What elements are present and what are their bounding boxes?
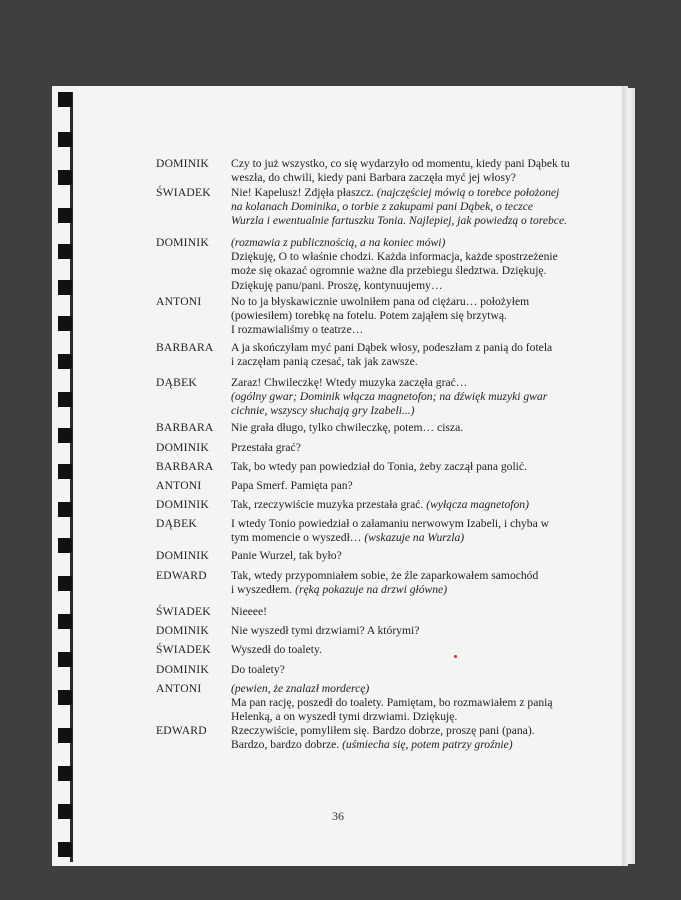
- spoken-text: Przestała grać?: [231, 441, 301, 454]
- binding-hole: [58, 92, 72, 107]
- dialogue-lines: [231, 479, 571, 493]
- spoken-text: Czy to już wszystko, co się wydarzyło od momentu, kiedy pani Dąbek tu: [231, 157, 570, 170]
- binding-hole: [58, 464, 72, 479]
- dialogue-lines: [231, 295, 571, 338]
- dialogue-line: [231, 404, 571, 418]
- dialogue-lines: [231, 441, 571, 455]
- binding-hole: [58, 652, 72, 667]
- speaker-name: ANTONI: [156, 479, 202, 492]
- dialogue-line: [231, 517, 571, 531]
- dialogue-line: [231, 279, 571, 293]
- stage-direction: cichnie, wszyscy słuchają gry Izabeli...): [231, 404, 415, 418]
- dialogue-line: [231, 341, 571, 355]
- speaker-name: BARBARA: [156, 421, 214, 434]
- spoken-text: Tak, rzeczywiście muzyka przestała grać.: [231, 498, 427, 511]
- dialogue-line: [231, 569, 571, 583]
- spoken-text: Dziękuję panu/pani. Proszę, kontynuujemy…: [231, 278, 443, 292]
- dialogue-line: [231, 605, 571, 619]
- binding-hole: [58, 132, 72, 147]
- spoken-text: Nie wyszedł tymi drzwiami? A którymi?: [231, 624, 420, 637]
- dialogue-line: [231, 236, 571, 250]
- speaker-name: ANTONI: [156, 682, 202, 695]
- binding-hole: [58, 538, 72, 553]
- dialogue-lines: [231, 643, 571, 657]
- binding-hole: [58, 502, 72, 517]
- speaker-name: DOMINIK: [156, 624, 209, 637]
- dialogue-line: [231, 710, 571, 724]
- dialogue-line: [231, 663, 571, 677]
- ink-mark: [454, 655, 457, 658]
- spoken-text: i zaczęłam panią czesać, tak jak zawsze.: [231, 355, 418, 369]
- binding-hole: [58, 842, 72, 857]
- dialogue-line: [231, 583, 571, 597]
- spoken-text: I wtedy Tonio powiedział o załamaniu nerwowym Izabeli, i chyba w: [231, 517, 550, 530]
- stage-direction: (rozmawia z publicznością, a na koniec mówi): [231, 236, 446, 249]
- binding-hole: [58, 766, 72, 781]
- dialogue-line: [231, 441, 571, 455]
- speaker-name: ŚWIADEK: [156, 643, 211, 656]
- stage-direction: (wskazuje na Wurzla): [364, 531, 465, 545]
- dialogue-line: [231, 171, 571, 185]
- binding-hole: [58, 354, 72, 369]
- spoken-text: No to ja błyskawicznie uwolniłem pana od ciężaru… położyłem: [231, 295, 530, 308]
- binding-hole: [58, 244, 72, 259]
- dialogue-line: [231, 295, 571, 309]
- dialogue-line: [231, 696, 571, 710]
- speaker-name: BARBARA: [156, 341, 214, 354]
- spoken-text: (powiesiłem) torebkę na fotelu. Potem zająłem się brzytwą.: [231, 309, 507, 323]
- spoken-text: Zaraz! Chwileczkę! Wtedy muzyka zaczęła grać…: [231, 376, 468, 389]
- binding-hole: [58, 614, 72, 629]
- speaker-name: BARBARA: [156, 460, 214, 473]
- stage-direction: na kolanach Dominika, o torbie z zakupami pani Dąbek, o teczce: [231, 200, 534, 214]
- spoken-text: Tak, wtedy przypomniałem sobie, że źle zaparkowałem samochód: [231, 569, 539, 582]
- binding-hole: [58, 280, 72, 295]
- dialogue-lines: [231, 460, 571, 474]
- binding-hole: [58, 728, 72, 743]
- stage-direction: (ogólny gwar; Dominik włącza magnetofon; na dźwięk muzyki gwar: [231, 390, 548, 404]
- dialogue-line: [231, 460, 571, 474]
- speaker-name: EDWARD: [156, 724, 207, 737]
- stage-direction: (pewien, że znalazł mordercę): [231, 682, 370, 695]
- binding-hole: [58, 392, 72, 407]
- stage-direction: (uśmiecha się, potem patrzy groźnie): [342, 738, 513, 752]
- spoken-text: Bardzo, bardzo dobrze.: [231, 738, 343, 752]
- dialogue-lines: [231, 682, 571, 725]
- dialogue-lines: [231, 376, 571, 419]
- page-number: 36: [332, 809, 344, 823]
- speaker-name: DOMINIK: [156, 157, 209, 170]
- spoken-text: Panie Wurzel, tak było?: [231, 549, 342, 562]
- dialogue-line: [231, 264, 571, 278]
- dialogue-line: [231, 724, 571, 738]
- spoken-text: Nie grała długo, tylko chwileczkę, potem… cisza.: [231, 421, 464, 434]
- dialogue-line: [231, 376, 571, 390]
- spoken-text: weszła, do chwili, kiedy pani Barbara zaczęła myć jej włosy?: [231, 171, 516, 185]
- spoken-text: Nie! Kapelusz! Zdjęła płaszcz.: [231, 186, 377, 199]
- speaker-name: DĄBEK: [156, 517, 197, 530]
- dialogue-lines: [231, 517, 571, 545]
- spoken-text: A ja skończyłam myć pani Dąbek włosy, podeszłam z panią do fotela: [231, 341, 553, 354]
- dialogue-line: [231, 186, 571, 200]
- spoken-text: Nieeee!: [231, 605, 268, 618]
- dialogue-lines: [231, 663, 571, 677]
- dialogue-lines: [231, 421, 571, 435]
- dialogue-lines: [231, 724, 571, 752]
- spoken-text: i wyszedłem.: [231, 583, 296, 597]
- speaker-name: DOMINIK: [156, 549, 209, 562]
- binding-hole: [58, 208, 72, 223]
- dialogue-lines: [231, 186, 571, 229]
- spoken-text: I rozmawialiśmy o teatrze…: [231, 323, 364, 337]
- speaker-name: DĄBEK: [156, 376, 197, 389]
- binding-hole: [58, 576, 72, 591]
- dialogue-line: [231, 624, 571, 638]
- speaker-name: DOMINIK: [156, 236, 209, 249]
- dialogue-lines: [231, 341, 571, 369]
- dialogue-lines: [231, 549, 571, 563]
- dialogue-line: [231, 250, 571, 264]
- dialogue-line: [231, 549, 571, 563]
- stage-direction: (najczęściej mówią o torebce położonej: [376, 186, 560, 199]
- speaker-name: DOMINIK: [156, 663, 209, 676]
- binding-hole: [58, 428, 72, 443]
- binding-hole: [58, 690, 72, 705]
- dialogue-line: [231, 157, 571, 171]
- dialogue-line: [231, 214, 571, 228]
- dialogue-lines: [231, 498, 571, 512]
- speaker-name: DOMINIK: [156, 498, 209, 511]
- spoken-text: tym momencie o wyszedł…: [231, 531, 365, 545]
- binding-hole: [58, 170, 72, 185]
- dialogue-line: [231, 643, 571, 657]
- dialogue-line: [231, 531, 571, 545]
- dialogue-line: [231, 200, 571, 214]
- spoken-text: może się okazać ogromnie ważne dla przebiegu śledztwa. Dziękuję.: [231, 264, 547, 278]
- dialogue-line: [231, 498, 571, 512]
- dialogue-line: [231, 355, 571, 369]
- dialogue-lines: [231, 569, 571, 597]
- dialogue-lines: [231, 157, 571, 185]
- dialogue-line: [231, 479, 571, 493]
- binding-hole: [58, 804, 72, 819]
- spoken-text: Helenką, a on wyszedł tymi drzwiami. Dziękuję.: [231, 710, 458, 724]
- stage-direction: (ręką pokazuje na drzwi główne): [295, 583, 448, 597]
- speaker-name: ŚWIADEK: [156, 605, 211, 618]
- dialogue-line: [231, 421, 571, 435]
- spoken-text: Rzeczywiście, pomyliłem się. Bardzo dobrze, proszę pani (pana).: [231, 724, 535, 737]
- speaker-name: DOMINIK: [156, 441, 209, 454]
- binding-hole: [58, 316, 72, 331]
- speaker-name: ANTONI: [156, 295, 202, 308]
- spoken-text: Ma pan rację, poszedł do toalety. Pamiętam, bo rozmawiałem z panią: [231, 696, 553, 710]
- spoken-text: Do toalety?: [231, 663, 285, 676]
- dialogue-lines: [231, 624, 571, 638]
- dialogue-line: [231, 323, 571, 337]
- spiral-binding: [58, 92, 72, 862]
- dialogue-line: [231, 682, 571, 696]
- stage-direction: Wurzla i ewentualnie fartuszku Tonia. Najlepiej, jak powiedzą o torebce.: [231, 214, 567, 228]
- stage-direction: (wyłącza magnetofon): [426, 498, 529, 511]
- speaker-name: ŚWIADEK: [156, 186, 211, 199]
- page-edge: [621, 88, 635, 864]
- dialogue-line: [231, 390, 571, 404]
- spoken-text: Wyszedł do toalety.: [231, 643, 322, 656]
- spoken-text: Tak, bo wtedy pan powiedział do Tonia, żeby zaczął pana golić.: [231, 460, 527, 473]
- spoken-text: Papa Smerf. Pamięta pan?: [231, 479, 353, 492]
- spoken-text: Dziękuję, O to właśnie chodzi. Każda informacja, każde spostrzeżenie: [231, 250, 558, 264]
- dialogue-line: [231, 738, 571, 752]
- speaker-name: EDWARD: [156, 569, 207, 582]
- dialogue-lines: [231, 605, 571, 619]
- dialogue-lines: [231, 236, 571, 293]
- dialogue-line: [231, 309, 571, 323]
